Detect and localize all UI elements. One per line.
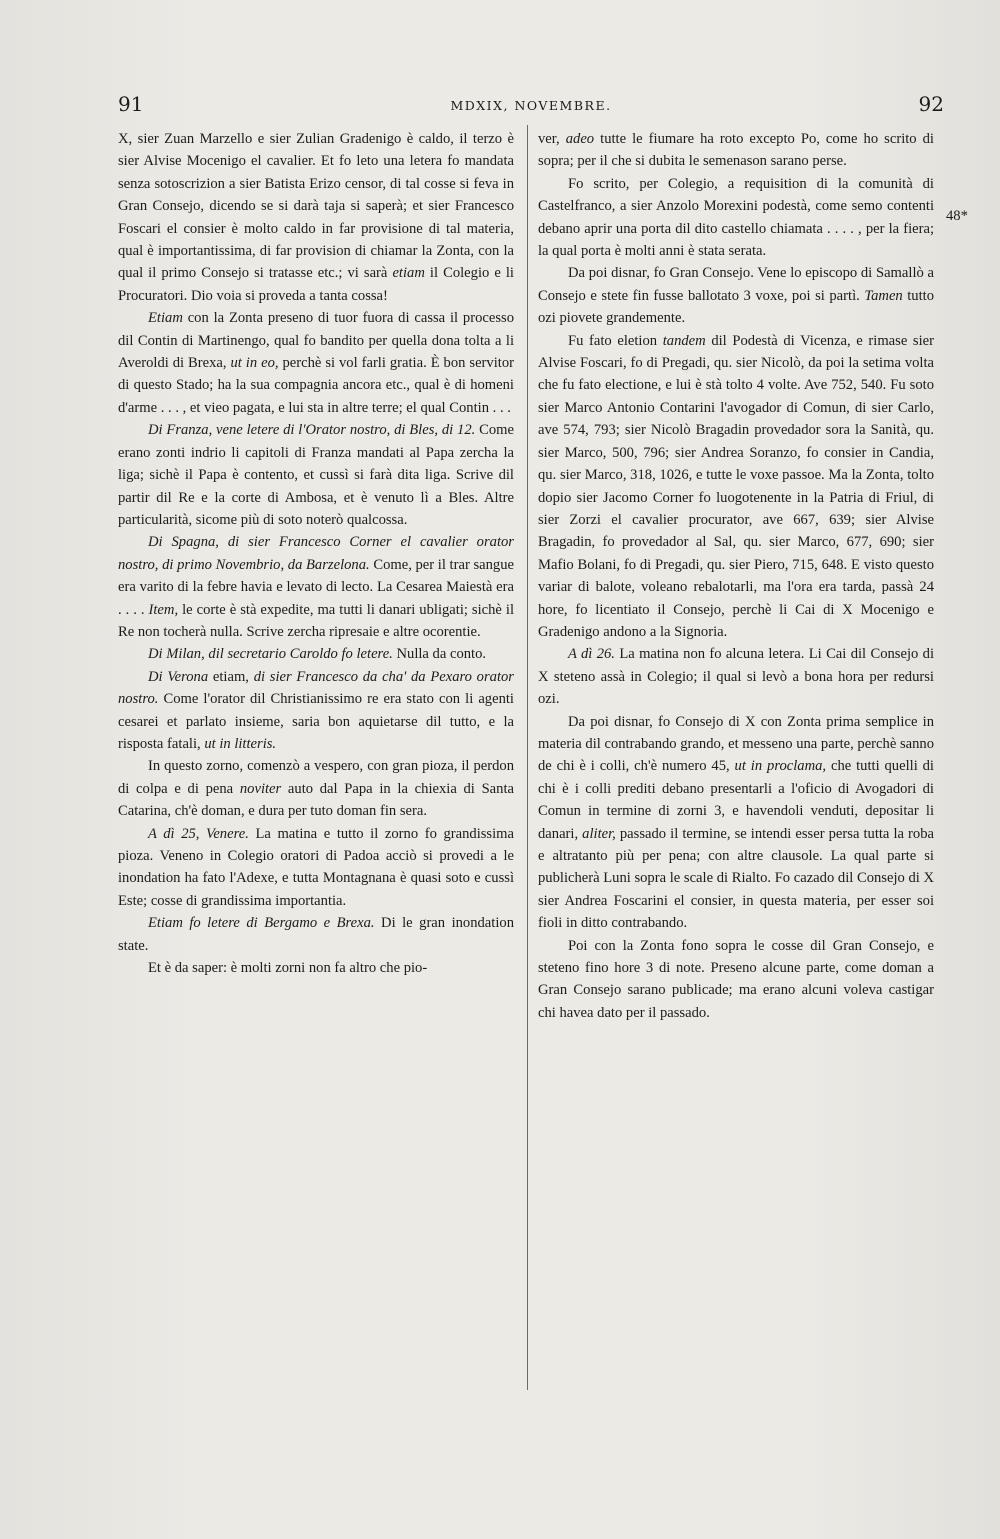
page-header: [118, 90, 944, 120]
paragraph: Di Verona etiam, di sier Francesco da cha' da Pexaro orator nostro. Come l'orator dil Christianissimo re era stato con li agenti cesarei et parlato insieme, saria bon aquietarse dil tutto, e la risposta fatali, ut in litteris.: [118, 668, 514, 752]
running-title: MDXIX, NOVEMBRE.: [450, 98, 612, 113]
paragraph: Da poi disnar, fo Consejo di X con Zonta prima semplice in materia dil contrabando grando, et messeno una parte, perchè sanno de chi è i colli, ch'è numero 45, ut in proclama, che tutti quelli di chi è i colli prediti debano presentarli a l'oficio di Avogadori di Comun in termine di zorni 3, e havendoli venduti, depositar li danari, aliter, passado il termine, se intendi esser persa tutta la roba e altratanto più per pena; con altre clausole. La qual parte si publicherà Luni sopra le scale di Rialto. Fo cazado dil Consejo di X sier Andrea Foscarini el consier, in questa materia, per esser soi fioli in ditto contrabando.: [538, 713, 934, 932]
paragraph: Etiam con la Zonta preseno di tuor fuora di cassa il processo dil Contin di Martinengo, qual fo bandito per quella dona tolta a li Averoldi di Brexa, ut in eo, perchè si vol farli gratia. È bon servitor di questo Stado; ha la sua compagnia ancora etc., qual è di homeni d'arme . . . , et vieo pagata, e lui sta in altre terre; el qual Contin . . .: [118, 310, 514, 416]
page-number-right: 92: [918, 92, 944, 116]
column-divider: [527, 125, 528, 1390]
paragraph: X, sier Zuan Marzello e sier Zulian Gradenigo è caldo, il terzo è sier Alvise Mocenigo el cavalier. Et fo leto una letera fo mandata senza sotoscrizion a sier Batista Erizo censor, di tal cosse si feva in Gran Consejo, dicendo se si darà taja si saperà; et sier Francesco Foscari el consier è molto caldo in far provisione di tal materia, qual è importantissima, di far provision di chiamar la Zonta, con la qual il primo Consejo si tratasse etc.; vi sarà etiam il Colegio e li Procuratori. Dio voia si proveda a tanta cossa!: [118, 131, 514, 304]
margin-note: 48*: [946, 208, 968, 224]
paragraph: Fo scrito, per Colegio, a requisition di la comunità di Castelfranco, a sier Anzolo Morexini podestà, come semo contenti debano aprir una porta dil dito castello chiamata . . . . , per la fiera; la qual porta è molti anni è stata serata.: [538, 175, 934, 260]
left-column: [118, 128, 514, 979]
paragraph: A dì 26. La matina non fo alcuna letera. Li Cai dil Consejo di X steteno assà in Colegio; il qual si levò a bona hora per redursi ozi.: [538, 646, 934, 708]
paragraph: ver, adeo tutte le fiumare ha roto excepto Po, come ho scrito di sopra; per il che si dubita le semenason sarano perse.: [538, 131, 934, 170]
paragraph: In questo zorno, comenzò a vespero, con gran pioza, il perdon di colpa e di pena noviter auto dal Papa in la chiexia di Santa Catarina, ch'è doman, e dura per tuto doman fin sera.: [118, 758, 514, 820]
right-column: [538, 128, 934, 1024]
paragraph: Et è da saper: è molti zorni non fa altro che pio-: [148, 960, 428, 977]
paragraph: Poi con la Zonta fono sopra le cosse dil Gran Consejo, e steteno fino hore 3 di note. Preseno alcune parte, come doman a Gran Consejo sarano publicade; ma erano alcuni voleva castigar chi havea dato per il passado.: [538, 937, 934, 1021]
paragraph: Di Franza, vene letere di l'Orator nostro, di Bles, di 12. Come erano zonti indrio li capitoli di Franza mandati al Papa zercha la liga; sichè il Papa è contento, et cussì si farà dita liga. Scrive dil partir dil Re e la corte di Ambosa, et è venuto lì a Bles. Altre particularità, sicome più di soto noterò qualcossa.: [118, 422, 514, 528]
paragraph: A dì 25, Venere. La matina e tutto il zorno fo grandissima pioza. Veneno in Colegio oratori di Padoa acciò si provedi a le inondation ha fato l'Adexe, e tutta Montagnana è quasi soto e cussì Este; cosse di grandissima importantia.: [118, 825, 514, 909]
paragraph: Di Spagna, di sier Francesco Corner el cavalier orator nostro, di primo Novembrio, da Barzelona. Come, per il trar sangue era varito di la febre havia e levato di lecto. La Cesarea Maiestà era . . . . Item, le corte è stà expedite, ma tutti li danari ubligati; sichè il Re non tocherà nulla. Scrive zercha ripresaie e altre ocorentie.: [118, 534, 514, 640]
paragraph: Di Milan, dil secretario Caroldo fo letere. Nulla da conto.: [148, 646, 487, 663]
paragraph: Etiam fo letere di Bergamo e Brexa. Di le gran inondation state.: [118, 915, 514, 954]
paragraph: Da poi disnar, fo Gran Consejo. Vene lo episcopo di Samallò a Consejo e stete fin fusse ballotato 3 voxe, poi si partì. Tamen tutto ozi piovete grandemente.: [538, 265, 935, 327]
paragraph: Fu fato eletion tandem dil Podestà di Vicenza, e rimase sier Alvise Foscari, fo di Pregadi, qu. sier Nicolò, da poi la setima volta che fu fato electione, e lui è stà tolto 4 volte. Ave 752, 540. Fu soto sier Marco Antonio Contarini l'avogador di Comun, di sier Carlo, ave 574, 793; sier Nicolò Bragadin provedador sora la Sanità, qu. sier Marco, 500, 796; sier Andrea Soranzo, fo consier in Candia, qu. sier Marco, 318, 1026, e tutte le voxe passoe. Ma la Zonta, tolto dopio sier Jacomo Corner fo luogotenente in la Patria di Friul, di sier Zorzi el cavalier procurator, ave 667, 639; sier Alvise Bragadin, fo provedador al Sal, qu. sier Marco, 677, 690; sier Mafio Bolani, fo di Pregadi, qu. sier Piero, 715, 648. E visto questo variar di balote, voleano rebalotarli, ma l'ora era tarda, passà 24 hore, fo licentiato il Consejo, perchè li Cai di X Mocenigo e Gradenigo andono a la Signoria.: [538, 332, 935, 640]
page-number-left: 91: [118, 92, 144, 116]
